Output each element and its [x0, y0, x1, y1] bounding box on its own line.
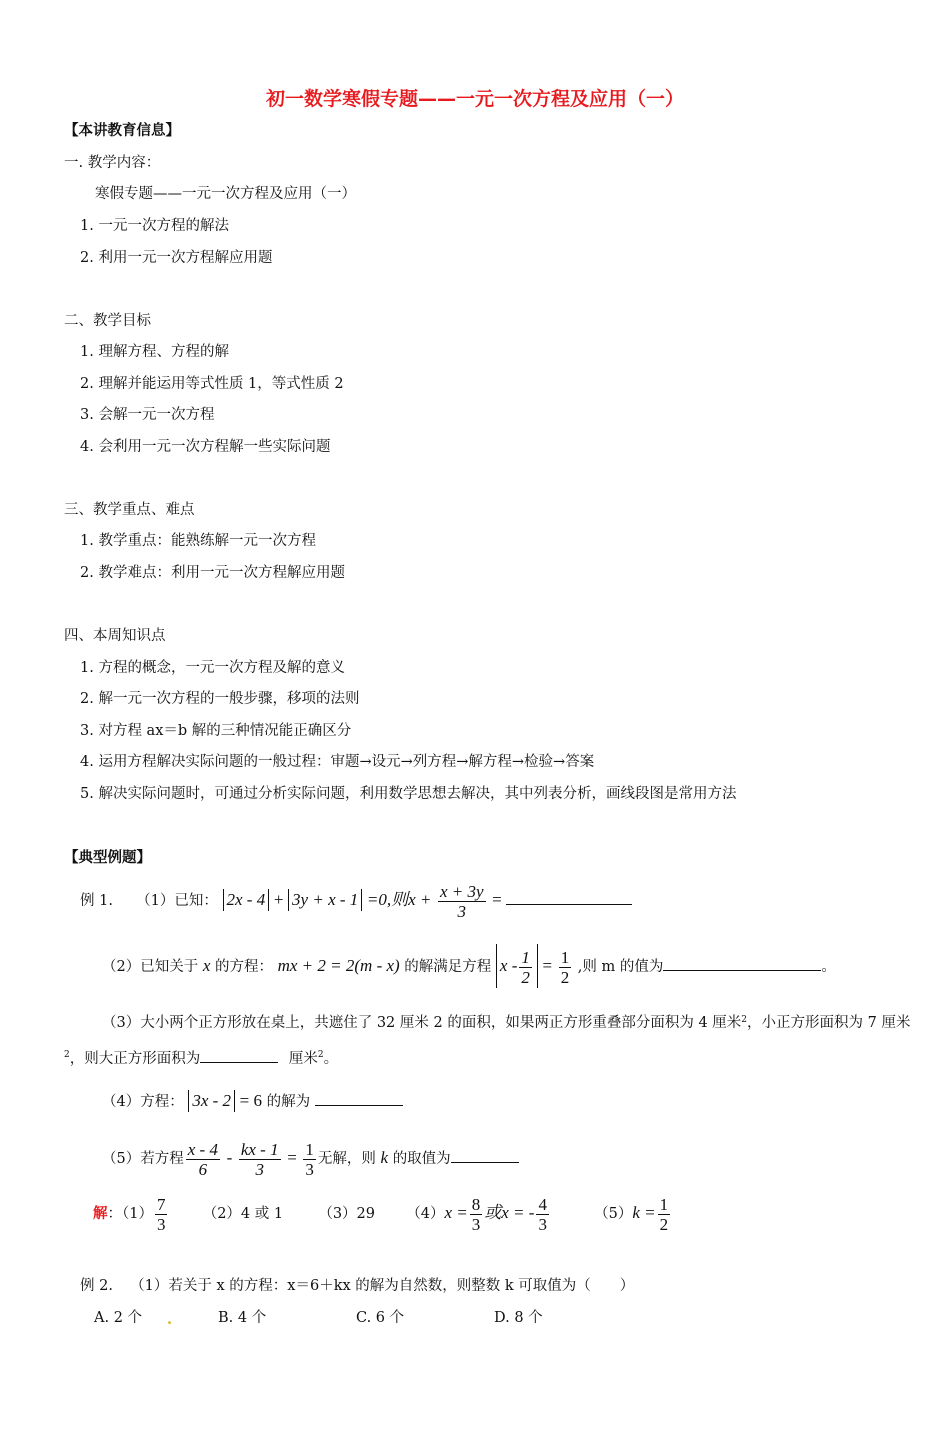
example-1-q3-line1 [102, 1013, 910, 1033]
question-text: 的取值为 [392, 1151, 451, 1167]
fraction [303, 1140, 316, 1179]
section-heading: 三、教学重点、难点 [64, 502, 195, 518]
list-item: 3. 对方程 ax＝b 解的三种情况能正确区分 [80, 723, 352, 739]
option-b[interactable]: B. 4 个 [218, 1310, 267, 1326]
fraction [658, 1195, 671, 1234]
question-end: 。 [323, 1051, 339, 1067]
fraction-denominator: 3 [305, 1159, 314, 1179]
fraction [186, 1140, 220, 1179]
section-subtitle: 寒假专题——一元一次方程及应用（一） [95, 186, 356, 202]
section-heading: 一. 教学内容： [64, 155, 161, 171]
question-text: 的解满足方程 [404, 959, 492, 975]
list-item: 1. 教学重点：能熟练解一元一次方程 [80, 533, 316, 549]
list-item: 4. 会利用一元一次方程解一些实际问题 [80, 439, 331, 455]
fraction-numerator: 8 [471, 1194, 481, 1214]
fraction-numerator: x - 4 [187, 1139, 218, 1159]
fraction-denominator: 3 [471, 1214, 481, 1234]
example-1-q4 [102, 1088, 403, 1115]
plus-sign: + [273, 890, 284, 909]
list-item: 5. 解决实际问题时，可通过分析实际问题，利用数学思想去解决，其中列表分析，画线段图是常用方法 [80, 786, 737, 802]
fraction [155, 1195, 168, 1234]
fraction-denominator: 3 [156, 1214, 166, 1234]
list-item: 1. 方程的概念，一元一次方程及解的意义 [80, 660, 345, 676]
fraction-numerator: 1 [560, 947, 570, 967]
abs-expression: 2x - 4 [223, 889, 270, 911]
example-label: 例 1. [80, 893, 113, 909]
fraction-denominator: 3 [255, 1159, 264, 1179]
question-text: 的方程： [215, 959, 273, 975]
question-text: （3）大小两个正方形放在桌上，共遮住了 32 厘米 2 的面积，如果两正方形重叠部分面积为 4 厘米 [102, 1015, 742, 1031]
answer-number: （5） [594, 1206, 633, 1222]
answer-number: （1） [122, 1206, 153, 1222]
fraction-numerator: 4 [538, 1194, 547, 1214]
superscript: 2 [317, 1050, 324, 1060]
example-label: 例 2. [80, 1278, 113, 1294]
question-number: （4）方程： [102, 1094, 184, 1110]
question-text: 无解，则 [317, 1151, 376, 1167]
example-1-q5 [102, 1135, 519, 1182]
option-c[interactable]: C. 6 个 [356, 1310, 405, 1326]
answer-number: （4） [406, 1206, 445, 1222]
info-header: 【本讲教育信息】 [64, 123, 180, 139]
list-item: 1. 理解方程、方程的解 [80, 344, 229, 360]
question-number: （5）若方程 [102, 1151, 184, 1167]
equation-part: =0,则x + [366, 890, 432, 909]
fraction [519, 948, 532, 987]
page-title: 初一数学寒假专题——一元一次方程及应用（一） [265, 88, 684, 110]
list-item: 4. 运用方程解决实际问题的一般过程：审题→设元→列方程→解方程→检验→答案 [80, 754, 595, 770]
answer-line [93, 1190, 672, 1237]
fraction-numerator: 1 [659, 1194, 669, 1214]
example-2-q1 [80, 1276, 634, 1296]
superscript: 2 [741, 1015, 748, 1025]
list-item: 3. 会解一元一次方程 [80, 407, 215, 423]
equation-part: x = [444, 1203, 468, 1222]
question-number: （1）已知： [136, 893, 218, 909]
example-1-q2 [102, 943, 836, 990]
list-item: 2. 利用一元一次方程解应用题 [80, 250, 273, 266]
fraction-denominator: 2 [659, 1214, 669, 1234]
question-text: ,则 m 的值为 [577, 959, 664, 975]
list-item: 1. 一元一次方程的解法 [80, 218, 229, 234]
abs-expression: 3y + x - 1 [288, 889, 362, 911]
question-number: （2）已知关于 [102, 959, 199, 975]
fraction-numerator: 1 [305, 1139, 314, 1159]
question-text: ，则大正方形面积为 [69, 1051, 201, 1067]
fraction-numerator: 1 [521, 947, 530, 967]
example-1-q1 [80, 880, 632, 921]
option-d[interactable]: D. 8 个 [494, 1310, 543, 1326]
question-text: 厘米 [288, 1051, 318, 1067]
abs-expression: 3x - 2 [188, 1090, 235, 1112]
list-item: 2. 教学难点：利用一元一次方程解应用题 [80, 565, 345, 581]
equals-sign: = [542, 956, 553, 975]
equation: mx + 2 = 2(m - x) [277, 956, 400, 975]
fraction-denominator: 6 [198, 1159, 208, 1179]
option-a[interactable]: A. 2 个 [94, 1310, 143, 1326]
question-text: ，小正方形面积为 7 厘米 [747, 1015, 911, 1031]
fraction [470, 1195, 483, 1234]
minus-sign: - [226, 1148, 233, 1167]
answer-colon: ： [107, 1206, 122, 1222]
fraction-denominator: 3 [457, 901, 467, 921]
variable: k [380, 1148, 389, 1167]
fraction [559, 948, 572, 987]
fraction-numerator: 7 [156, 1194, 166, 1214]
answer-blank[interactable] [200, 1048, 278, 1063]
answer-blank[interactable] [506, 890, 632, 905]
list-item: 2. 解一元一次方程的一般步骤，移项的法则 [80, 691, 360, 707]
fraction-denominator: 2 [560, 967, 570, 987]
answer-blank[interactable] [663, 956, 821, 971]
answer-text: （2）4 或 1 [202, 1206, 284, 1222]
fraction [239, 1140, 281, 1179]
fraction-numerator: kx - 1 [240, 1139, 279, 1159]
equals-sign: = [492, 890, 502, 909]
dot-mark: . [167, 1311, 173, 1328]
equation-part: k = [632, 1203, 656, 1222]
question-end: 。 [821, 959, 836, 975]
fraction [438, 882, 486, 921]
fraction-numerator: x + 3y [440, 881, 484, 901]
equation-part: = 6 [239, 1091, 263, 1110]
fraction-denominator: 3 [538, 1214, 547, 1234]
example-1-q3-line2 [64, 1048, 338, 1069]
section-heading: 四、本周知识点 [64, 628, 166, 644]
answer-blank[interactable] [315, 1091, 403, 1106]
question-text: 的解为 [266, 1094, 311, 1110]
examples-header: 【典型例题】 [64, 850, 151, 866]
question-text: （1）若关于 x 的方程：x＝6＋kx 的解为自然数，则整数 k 可取值为（ ） [130, 1278, 635, 1294]
abs-expression [496, 944, 538, 988]
superscript: 2 [64, 1050, 70, 1060]
equation-part: 或x = - [484, 1203, 535, 1222]
fraction [536, 1195, 549, 1234]
answer-blank[interactable] [451, 1148, 519, 1163]
variable: x [202, 956, 211, 975]
answer-text: （3）29 [318, 1206, 376, 1222]
abs-content: x - [499, 956, 518, 975]
equals-sign: = [287, 1148, 297, 1167]
fraction-denominator: 2 [521, 967, 530, 987]
section-heading: 二、教学目标 [64, 313, 151, 329]
list-item: 2. 理解并能运用等式性质 1，等式性质 2 [80, 376, 344, 392]
answer-label: 解 [93, 1206, 108, 1222]
